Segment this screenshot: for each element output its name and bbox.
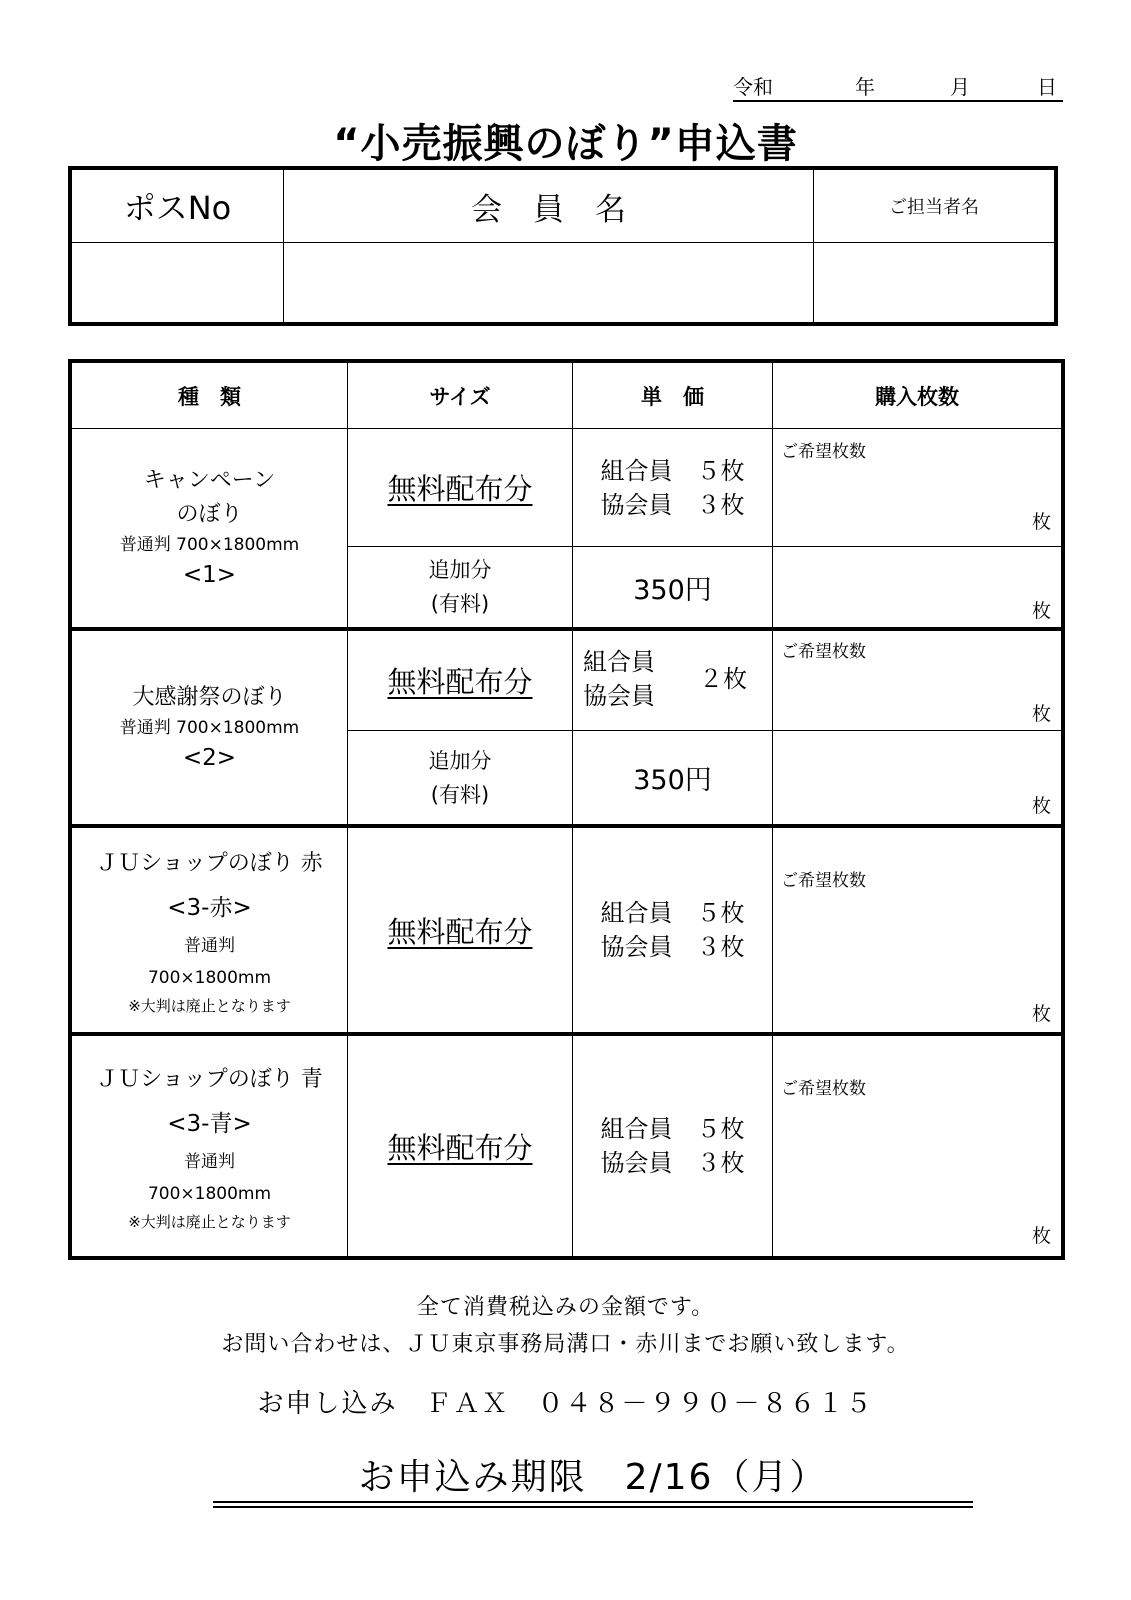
row1-extra-quantity-field[interactable] (773, 547, 1061, 627)
row2-allocation (573, 631, 772, 730)
row1-extra-unit: 枚 (1031, 600, 1051, 622)
row4-alloc-assoc: 協会員 ３枚 (600, 1149, 745, 1177)
row1-extra (348, 547, 572, 627)
row2-alloc-assoc: 協会員 (583, 682, 655, 710)
row2-name: 大感謝祭のぼり (132, 684, 287, 710)
contact-name-label: ご担当者名 (889, 197, 979, 218)
row3-alloc-union: 組合員 ５枚 (600, 899, 745, 927)
member-table (68, 166, 1058, 326)
row3-unit: 枚 (1031, 1003, 1051, 1025)
row4-note: ※大判は廃止となります (128, 1213, 291, 1231)
row2-alloc-union: 組合員 (583, 648, 655, 676)
row3-spec: 普通判 (184, 936, 235, 956)
fax-number: お申し込み ＦＡＸ ０４８－９９０－８６１５ (257, 1389, 874, 1419)
row4-spec: 普通判 (184, 1152, 235, 1172)
header-type: 種 類 (178, 384, 241, 409)
row2-unit: 枚 (1031, 703, 1051, 725)
row1-free-quantity-field[interactable] (773, 429, 1061, 546)
row1-alloc-assoc: 協会員 ３枚 (600, 490, 745, 519)
row1-name-2: のぼり (176, 502, 243, 527)
date-era: 令和 (733, 75, 773, 99)
header-size: サイズ (429, 384, 491, 409)
header-quantity: 購入枚数 (875, 384, 959, 409)
row3-alloc-assoc: 協会員 ３枚 (600, 933, 745, 961)
row4-dimensions: 700×1800mm (147, 1184, 272, 1204)
row4-name: ＪＵショップのぼり 青 (96, 1067, 323, 1092)
row4-unit: 枚 (1031, 1225, 1051, 1247)
row1-type (72, 429, 347, 627)
row1-extra-paid: (有料) (430, 592, 490, 616)
row3-wish-label: ご希望枚数 (781, 871, 866, 891)
row2-extra-price (573, 731, 772, 824)
date-month: 月 (950, 75, 970, 99)
row1-free-label: 無料配布分 (387, 472, 533, 506)
row4-alloc-union: 組合員 ５枚 (600, 1115, 745, 1143)
row2-wish-label: ご希望枚数 (781, 642, 866, 662)
row1-wish-label: ご希望枚数 (781, 442, 866, 462)
row1-free (348, 429, 572, 546)
page-title: “小売振興のぼり”申込書 (333, 121, 798, 167)
row3-quantity-field[interactable] (773, 828, 1061, 1032)
tax-note: 全て消費税込みの金額です。 (416, 1295, 715, 1320)
row1-name: キャンペーン (143, 468, 276, 493)
row2-code: <2> (182, 744, 237, 771)
contact-note: お問い合わせは、ＪＵ東京事務局溝口・赤川までお願い致します。 (221, 1332, 910, 1357)
row4-free (348, 1036, 572, 1256)
row3-dimensions: 700×1800mm (147, 968, 272, 988)
row2-extra-paid: (有料) (430, 782, 490, 807)
row2-extra-quantity-field[interactable] (773, 731, 1061, 824)
row1-extra-price (573, 547, 772, 627)
date-day: 日 (1037, 75, 1057, 99)
contact-name-field[interactable] (814, 243, 1054, 322)
date-line (733, 74, 1063, 102)
row1-unit: 枚 (1031, 511, 1051, 533)
row4-allocation (573, 1036, 772, 1256)
row2-alloc-qty: ２枚 (699, 665, 747, 693)
row2-extra-label: 追加分 (428, 748, 492, 773)
member-name-label: 会 員 名 (471, 191, 626, 228)
date-year: 年 (855, 75, 875, 99)
row4-wish-label: ご希望枚数 (781, 1079, 866, 1099)
row1-price: 350円 (633, 574, 712, 606)
row1-allocation (573, 429, 772, 546)
row3-note: ※大判は廃止となります (128, 997, 291, 1015)
row1-code: <1> (182, 562, 237, 588)
row4-code: <3-青> (167, 1111, 252, 1137)
row2-price: 350円 (633, 765, 712, 796)
header-price: 単 価 (641, 384, 704, 409)
row2-free (348, 631, 572, 730)
deadline (213, 1456, 973, 1508)
row3-free-label: 無料配布分 (387, 914, 533, 949)
row2-free-quantity-field[interactable] (773, 631, 1061, 730)
row4-quantity-field[interactable] (773, 1036, 1061, 1256)
row3-allocation (573, 828, 772, 1032)
row3-code: <3-赤> (167, 895, 252, 921)
row2-spec: 普通判 700×1800mm (119, 717, 300, 738)
row2-extra-unit: 枚 (1031, 795, 1051, 817)
deadline-text: お申込み期限 2/16（月） (358, 1457, 828, 1498)
order-table (68, 359, 1065, 1260)
row4-type (72, 1036, 347, 1256)
row4-free-label: 無料配布分 (387, 1130, 533, 1165)
row1-extra-label: 追加分 (428, 558, 492, 582)
pos-no-label: ポスNo (123, 189, 232, 227)
row2-type (72, 631, 347, 824)
row1-spec: 普通判 700×1800mm (119, 535, 300, 555)
row2-free-label: 無料配布分 (387, 665, 533, 699)
row3-type (72, 828, 347, 1032)
member-name-field[interactable] (284, 243, 813, 322)
row1-alloc-union: 組合員 ５枚 (600, 456, 745, 485)
pos-no-field[interactable] (72, 243, 283, 322)
row2-extra (348, 731, 572, 824)
row3-free (348, 828, 572, 1032)
row3-name: ＪＵショップのぼり 赤 (96, 851, 323, 876)
